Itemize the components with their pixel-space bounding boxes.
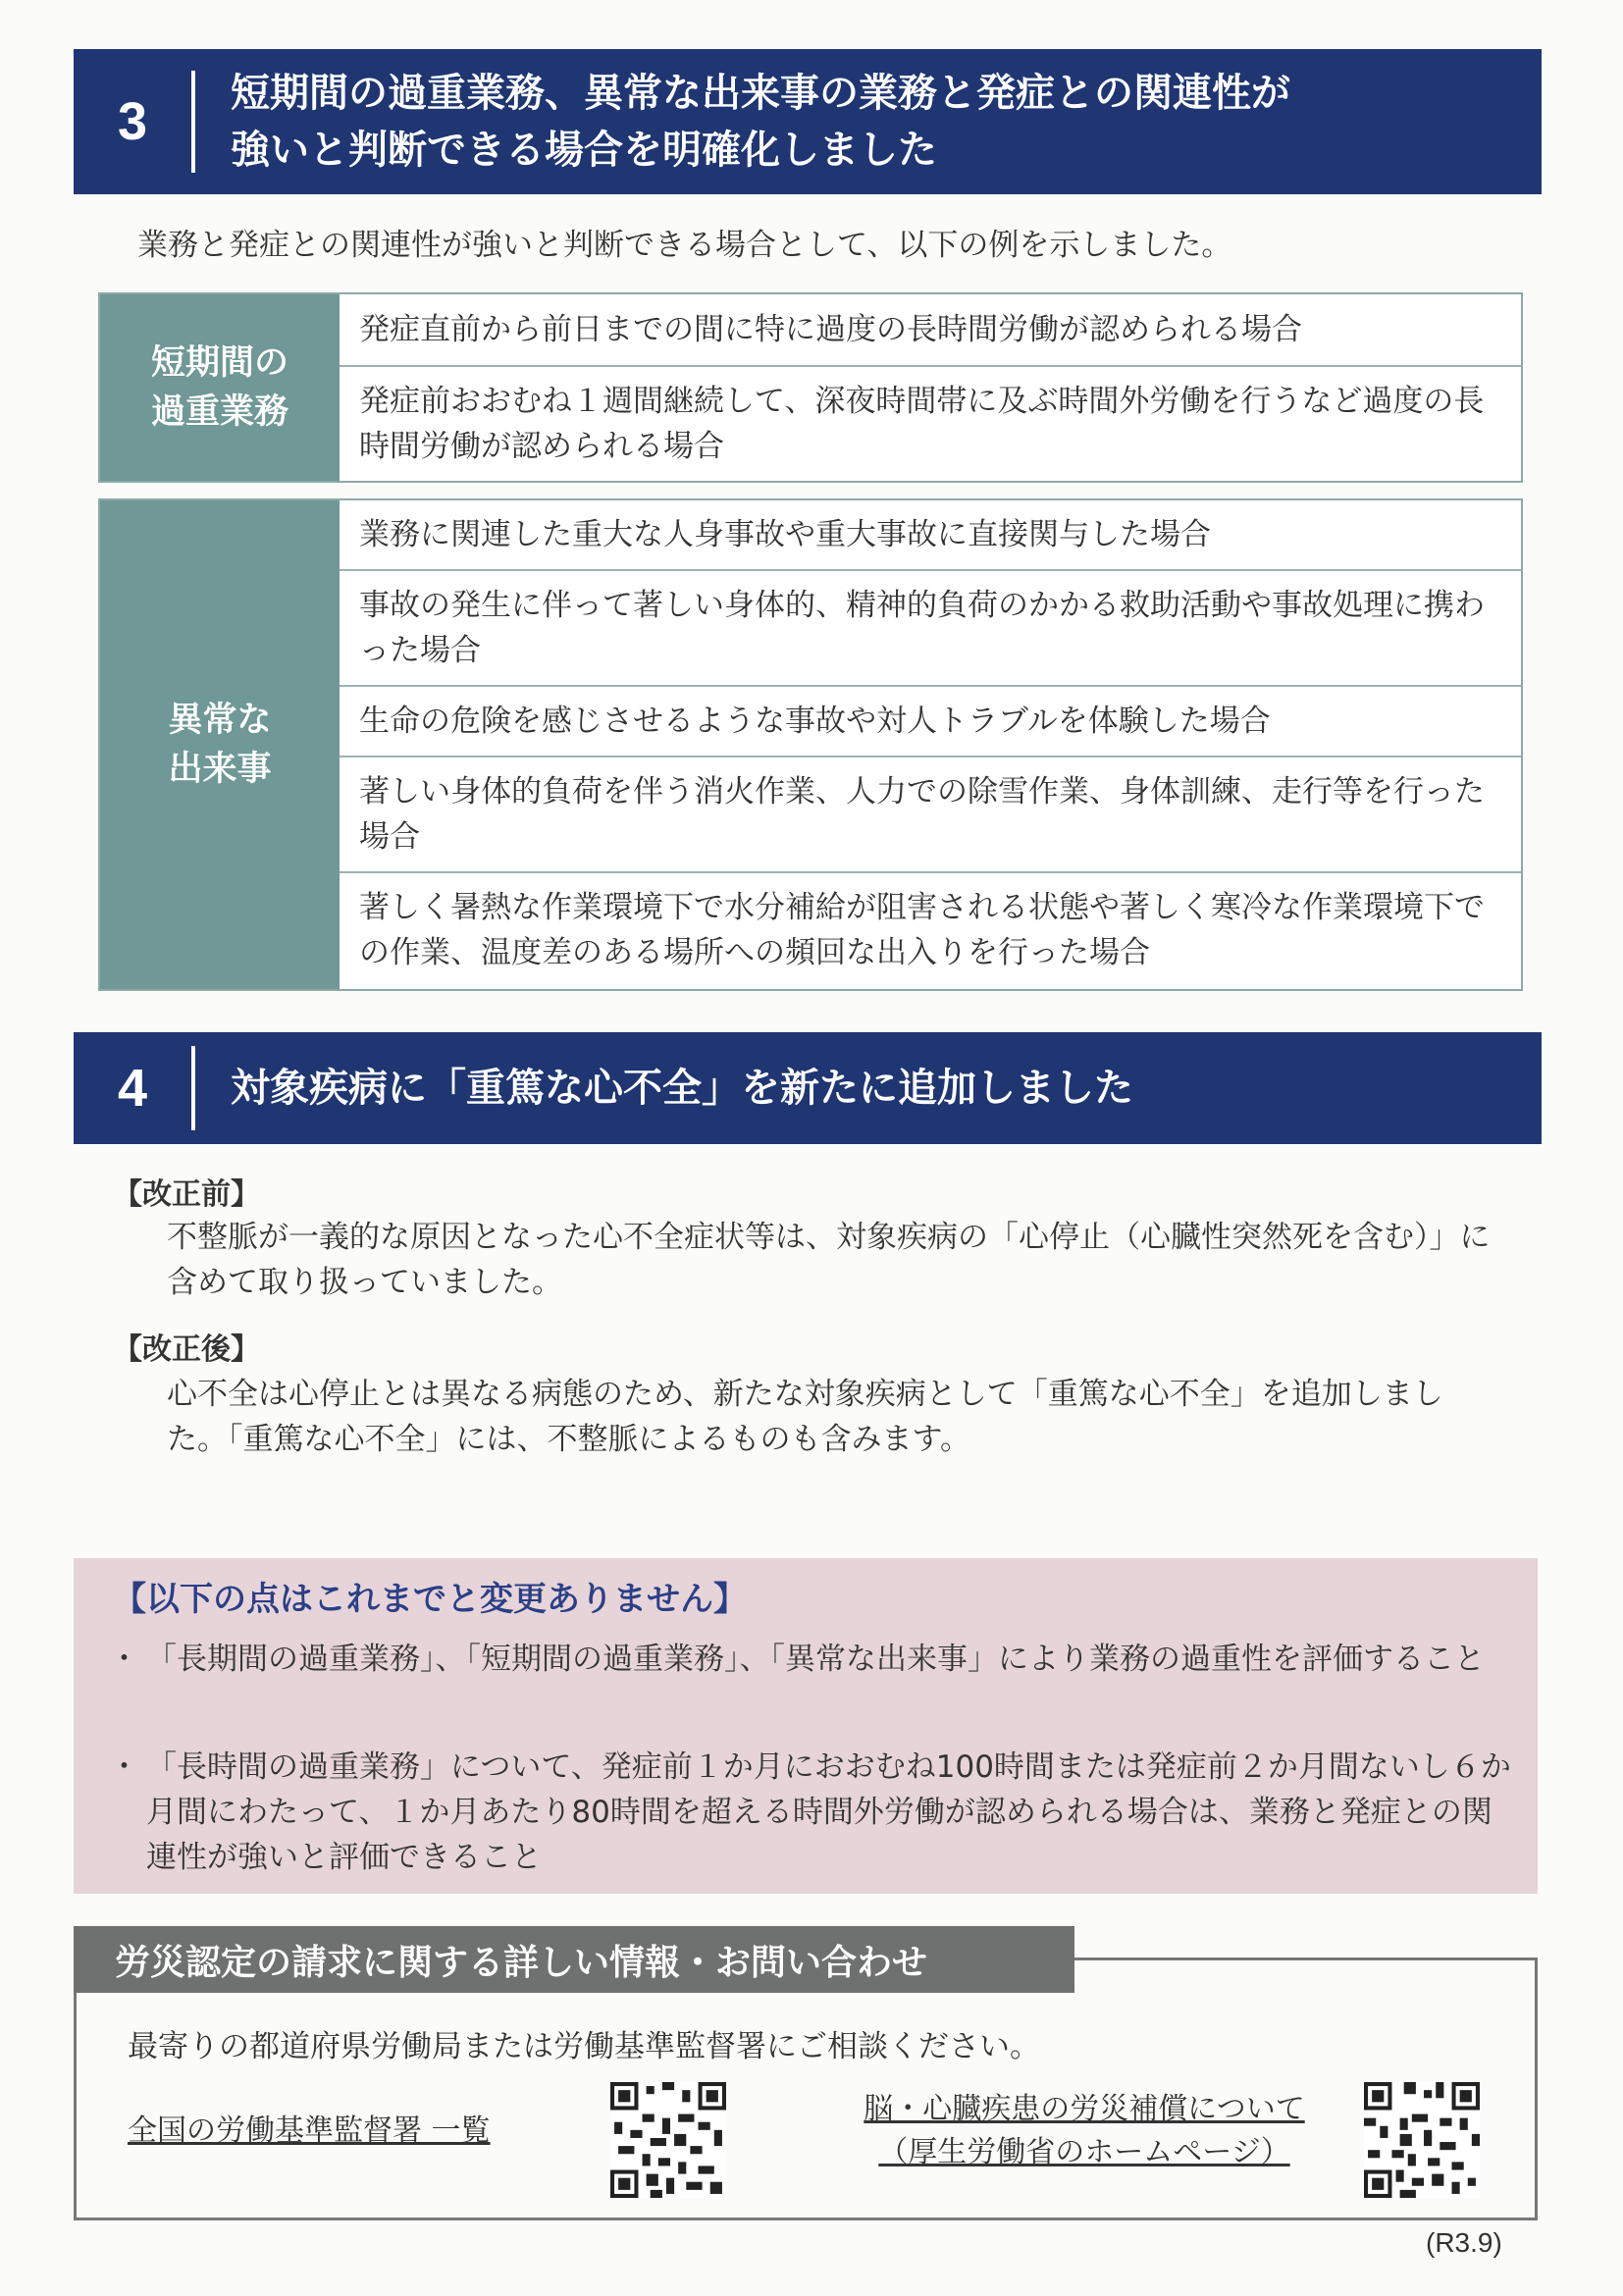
abnormal-row: 著しく暑熱な作業環境下で水分補給が阻害される状態や著しく寒冷な作業環境下での作業、温度差のある場所への頻回な出入りを行った場合 bbox=[340, 871, 1521, 987]
unchanged-point-text: 「長時間の過重業務」について、発症前１か月におおむね100時間または発症前２か月間ないし６か月間にわたって、１か月あたり80時間を超える時間外労働が認められる場合は、業務と発症との関連性が強いと評価できること bbox=[146, 1749, 1511, 1875]
section3-title-line1: 短期間の過重業務、異常な出来事の業務と発症との関連性が bbox=[231, 71, 1290, 116]
qr-code-icon[interactable] bbox=[1364, 2082, 1480, 2198]
after-revision-text: 心不全は心停止とは異なる病態のため、新たな対象疾病として「重篤な心不全」を追加しました。「重篤な心不全」には、不整脈によるものも含みます。 bbox=[167, 1377, 1443, 1457]
before-revision-label: 【改正前】 bbox=[113, 1177, 260, 1212]
abnormal-row: 事故の発生に伴って著しい身体的、精神的負荷のかかる救助活動や事故処理に携わった場合 bbox=[340, 569, 1521, 685]
unchanged-point bbox=[109, 1637, 1512, 1682]
short-term-label bbox=[100, 294, 340, 481]
after-revision-label: 【改正後】 bbox=[113, 1332, 260, 1367]
unchanged-points-title: 【以下の点はこれまでと変更ありません】 bbox=[113, 1580, 747, 1619]
contact-info-heading: 労災認定の請求に関する詳しい情報・お問い合わせ bbox=[74, 1926, 1074, 1993]
bullet-icon: ・ bbox=[109, 1642, 139, 1677]
ministry-homepage-link[interactable] bbox=[844, 2088, 1325, 2174]
short-term-label-line1: 短期間の bbox=[150, 343, 288, 383]
short-term-table bbox=[98, 292, 1523, 483]
qr-code-icon[interactable] bbox=[610, 2082, 726, 2198]
abnormal-events-label bbox=[100, 500, 340, 989]
short-term-row: 発症前おおむね１週間継続して、深夜時間帯に及ぶ時間外労働を行うなど過度の長時間労働が認められる場合 bbox=[340, 365, 1521, 481]
section4-title: 対象疾病に「重篤な心不全」を新たに追加しました bbox=[231, 1066, 1133, 1111]
section3-intro: 業務と発症との関連性が強いと判断できる場合として、以下の例を示しました。 bbox=[137, 228, 1232, 263]
short-term-label-line2: 過重業務 bbox=[150, 392, 288, 432]
section3-title bbox=[195, 65, 1290, 179]
contact-info-text: 最寄りの都道府県労働局または労働基準監督署にご相談ください。 bbox=[128, 2029, 1040, 2064]
short-term-row: 発症直前から前日までの間に特に過度の長時間労働が認められる場合 bbox=[359, 312, 1302, 347]
section3-number: 3 bbox=[117, 92, 148, 151]
document-code: (R3.9) bbox=[1426, 2227, 1502, 2258]
abnormal-label-line1: 異常な bbox=[168, 701, 272, 740]
unchanged-point-text: 「長期間の過重業務」、「短期間の過重業務」、「異常な出来事」により業務の過重性を評価すること bbox=[146, 1642, 1485, 1677]
abnormal-row: 業務に関連した重大な人身事故や重大事故に直接関与した場合 bbox=[359, 517, 1211, 552]
unchanged-point bbox=[109, 1745, 1512, 1880]
abnormal-label-line2: 出来事 bbox=[168, 750, 272, 789]
before-revision-text: 不整脈が一義的な原因となった心不全症状等は、対象疾病の「心停止（心臓性突然死を含む）」に含めて取り扱っていました。 bbox=[167, 1220, 1491, 1300]
abnormal-row: 著しい身体的負荷を伴う消火作業、人力での除雪作業、身体訓練、走行等を行った場合 bbox=[340, 756, 1521, 871]
unchanged-points-box bbox=[74, 1558, 1538, 1894]
ministry-link-line1[interactable]: 脳・心臓疾患の労災補償について bbox=[864, 2092, 1305, 2126]
section3-header bbox=[74, 49, 1542, 194]
abnormal-events-table bbox=[98, 498, 1523, 991]
abnormal-row: 生命の危険を感じさせるような事故や対人トラブルを体験した場合 bbox=[340, 685, 1521, 756]
section4-number: 4 bbox=[117, 1059, 148, 1118]
bullet-icon: ・ bbox=[109, 1749, 139, 1785]
section3-title-line2: 強いと判断できる場合を明確化しました bbox=[231, 128, 937, 173]
labor-office-list-link[interactable]: 全国の労働基準監督署 一覧 bbox=[128, 2113, 491, 2148]
section4-header bbox=[74, 1032, 1542, 1144]
ministry-link-line2[interactable]: （厚生労働省のホームページ） bbox=[878, 2135, 1290, 2169]
